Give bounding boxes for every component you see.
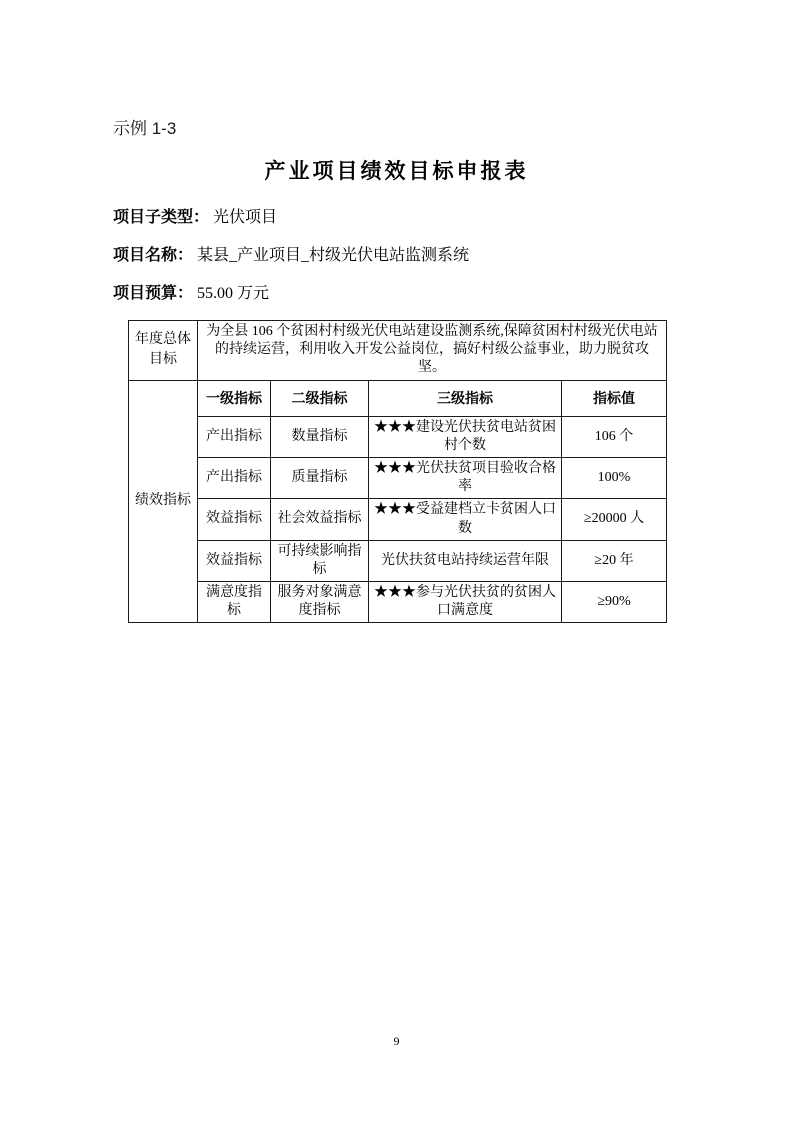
cell-level3: ★★★建设光伏扶贫电站贫困村个数: [369, 416, 562, 457]
table-row: [129, 582, 667, 623]
table-row: [129, 416, 667, 457]
field-project-name-value: 某县_产业项目_村级光伏电站监测系统: [197, 247, 470, 264]
cell-value: 100%: [562, 457, 667, 498]
cell-level3: ★★★受益建档立卡贫困人口数: [369, 499, 562, 540]
performance-label-cell: [129, 380, 198, 623]
table-row: [129, 321, 667, 381]
example-label: 示例 1-3: [113, 119, 177, 138]
cell-level1: 效益指标: [198, 540, 271, 581]
field-project-name-label: 项目名称：: [113, 247, 194, 264]
header-level1: 一级指标: [198, 380, 271, 416]
field-project-subtype: [113, 204, 277, 227]
annual-goal-label: 年度总体目标: [135, 331, 191, 368]
field-project-budget-label: 项目预算：: [113, 285, 194, 302]
annual-goal-label-cell: [129, 321, 198, 381]
cell-level1: 产出指标: [198, 457, 271, 498]
field-project-budget-value: 55.00 万元: [197, 285, 270, 302]
header-level3: 三级指标: [369, 380, 562, 416]
cell-value: ≥20000 人: [562, 499, 667, 540]
cell-level1: 效益指标: [198, 499, 271, 540]
cell-value: ≥20 年: [562, 540, 667, 581]
performance-target-table: [128, 320, 667, 623]
cell-value: 106 个: [562, 416, 667, 457]
cell-level3: ★★★参与光伏扶贫的贫困人口满意度: [369, 582, 562, 623]
cell-level2: 社会效益指标: [271, 499, 369, 540]
cell-level3: 光伏扶贫电站持续运营年限: [369, 540, 562, 581]
cell-level2: 数量指标: [271, 416, 369, 457]
page-number: 9: [393, 1034, 400, 1048]
header-level2: 二级指标: [271, 380, 369, 416]
performance-label: 绩效指标: [135, 493, 191, 509]
cell-level1: 产出指标: [198, 416, 271, 457]
field-project-subtype-value: 光伏项目: [213, 209, 278, 226]
annual-goal-text-cell: 为全县 106 个贫困村村级光伏电站建设监测系统,保障贫困村村级光伏电站的持续运营，利用收入开发公益岗位，搞好村级公益事业，助力脱贫攻坚。: [198, 321, 667, 381]
cell-level2: 服务对象满意度指标: [271, 582, 369, 623]
table-row: [129, 457, 667, 498]
cell-level1: 满意度指标: [198, 582, 271, 623]
page-title: 产业项目绩效目标申报表: [264, 160, 529, 183]
table-row: [129, 540, 667, 581]
table-header-row: [129, 380, 667, 416]
cell-value: ≥90%: [562, 582, 667, 623]
cell-level2: 质量指标: [271, 457, 369, 498]
cell-level3: ★★★光伏扶贫项目验收合格率: [369, 457, 562, 498]
field-project-budget: [113, 280, 269, 303]
field-project-subtype-label: 项目子类型：: [113, 209, 210, 226]
cell-level2: 可持续影响指标: [271, 540, 369, 581]
table-row: [129, 499, 667, 540]
header-value: 指标值: [562, 380, 667, 416]
field-project-name: [113, 242, 469, 265]
